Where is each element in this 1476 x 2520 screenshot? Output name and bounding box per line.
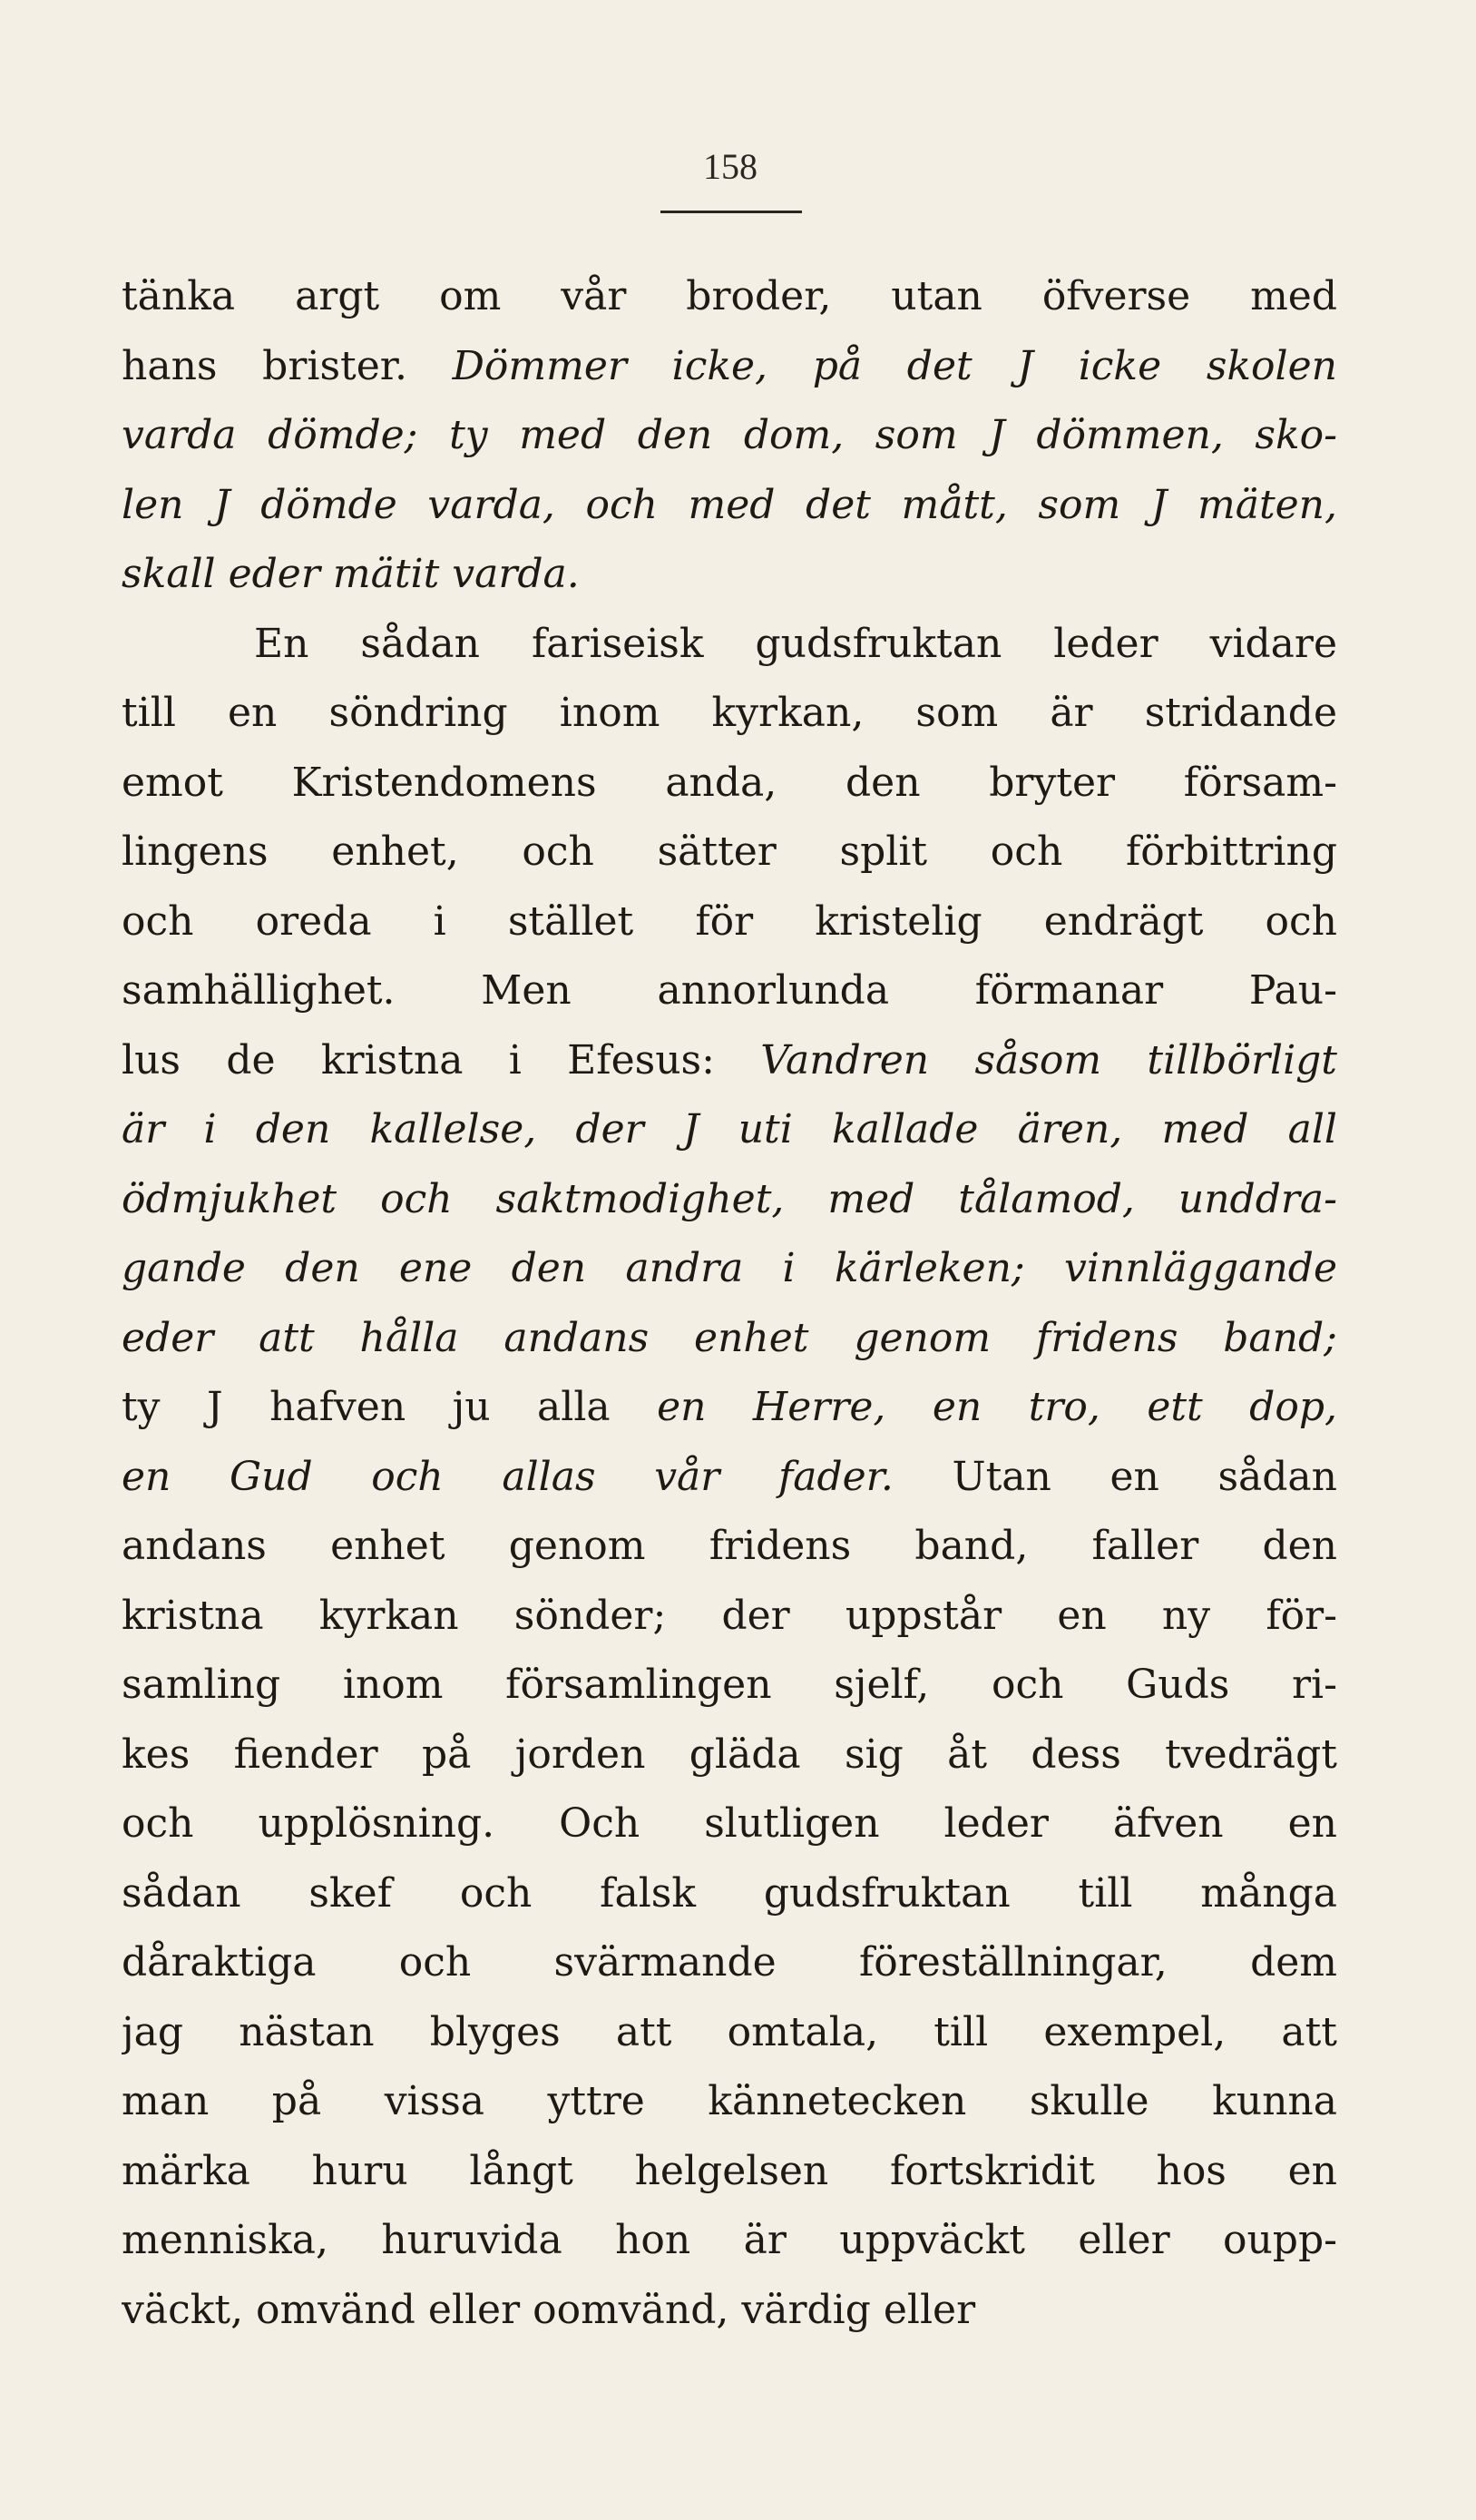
text: samhällighet. Men annorlunda förmanar Pau- — [122, 967, 1337, 1014]
text: samling inom församlingen sjelf, och Guds ri- — [122, 1662, 1337, 1708]
text-line — [122, 2137, 1337, 2207]
text-line — [122, 749, 1337, 819]
text: emot Kristendomens anda, den bryter försam- — [122, 759, 1337, 806]
italic-text: Dömmer icke, på det J icke skolen — [452, 342, 1337, 389]
italic-text: en Herre, en tro, ett dop, — [657, 1384, 1337, 1430]
text-line — [122, 818, 1337, 887]
text-line — [122, 1859, 1337, 1929]
text-line — [122, 262, 1337, 332]
italic-text: en Gud och allas vår fader. — [122, 1453, 894, 1500]
text-line — [122, 471, 1337, 541]
text-line — [122, 1721, 1337, 1790]
text: ty J hafven ju alla — [122, 1384, 658, 1430]
text: man på vissa yttre kännetecken skulle kunna — [122, 2078, 1337, 2124]
text-line — [122, 332, 1337, 402]
text: jag nästan blyges att omtala, till exempel, att — [122, 2008, 1337, 2055]
text-line — [122, 1789, 1337, 1859]
text: och oreda i stället för kristelig endrägt och — [122, 897, 1337, 945]
text-line — [122, 1582, 1337, 1652]
text-line — [122, 610, 1337, 680]
italic-text: len J dömde varda, och med det mått, som J mäten, — [122, 481, 1337, 528]
text-line — [122, 1095, 1337, 1165]
text-line — [122, 679, 1337, 749]
text: sådan skef och falsk gudsfruktan till många — [122, 1869, 1337, 1917]
text: Utan en sådan — [893, 1453, 1337, 1500]
page-number-rule — [660, 211, 802, 213]
text: lus de kristna i Efesus: — [122, 1036, 761, 1084]
text-line — [122, 1165, 1337, 1235]
text-line — [122, 2276, 1337, 2346]
text-line — [122, 887, 1337, 957]
text-line — [122, 1373, 1337, 1443]
italic-text: varda dömde; ty med den dom, som J dömmen, sko- — [122, 412, 1337, 458]
body-text — [122, 262, 1337, 2345]
text: andans enhet genom fridens band, faller den — [122, 1523, 1337, 1569]
text-line — [122, 1234, 1337, 1304]
text-line — [122, 1026, 1337, 1096]
text: lingens enhet, och sätter split och förbittring — [122, 829, 1337, 875]
text-line — [122, 2067, 1337, 2137]
text: kes fiender på jorden gläda sig åt dess tvedrägt — [122, 1731, 1337, 1778]
text: hans brister. — [122, 342, 453, 389]
text: menniska, huruvida hon är uppväckt eller oupp- — [122, 2217, 1337, 2263]
text-line — [122, 2206, 1337, 2276]
text: väckt, omvänd eller oomvänd, värdig eller — [122, 2286, 976, 2333]
text-line — [122, 1998, 1337, 2068]
text: till en söndring inom kyrkan, som är stridande — [122, 690, 1337, 736]
text: dåraktiga och svärmande föreställningar, dem — [122, 1939, 1337, 1986]
text-line — [122, 1651, 1337, 1721]
italic-text: Vandren såsom tillbörligt — [760, 1036, 1337, 1084]
text: tänka argt om vår broder, utan öfverse med — [122, 273, 1337, 319]
text-line — [122, 540, 1337, 610]
text: märka huru långt helgelsen fortskridit hos en — [122, 2147, 1337, 2194]
text: kristna kyrkan sönder; der uppstår en ny för- — [122, 1592, 1337, 1639]
italic-text: är i den kallelse, der J uti kallade ären, med all — [122, 1106, 1337, 1152]
text: En sådan fariseisk gudsfruktan leder vidare — [254, 620, 1337, 667]
page-number: 158 — [703, 146, 758, 187]
text-line — [122, 401, 1337, 471]
italic-text: skall eder mätit varda. — [122, 551, 580, 597]
text-line — [122, 1443, 1337, 1513]
italic-text: gande den ene den andra i kärleken; vinnläggande — [122, 1245, 1337, 1291]
text-line — [122, 1512, 1337, 1582]
text-line — [122, 1304, 1337, 1374]
italic-text: ödmjukhet och saktmodighet, med tålamod, unddra- — [122, 1175, 1337, 1222]
italic-text: eder att hålla andans enhet genom fridens band; — [122, 1314, 1337, 1361]
text-line — [122, 1928, 1337, 1998]
text-line — [122, 956, 1337, 1026]
text: och upplösning. Och slutligen leder äfven en — [122, 1800, 1337, 1847]
